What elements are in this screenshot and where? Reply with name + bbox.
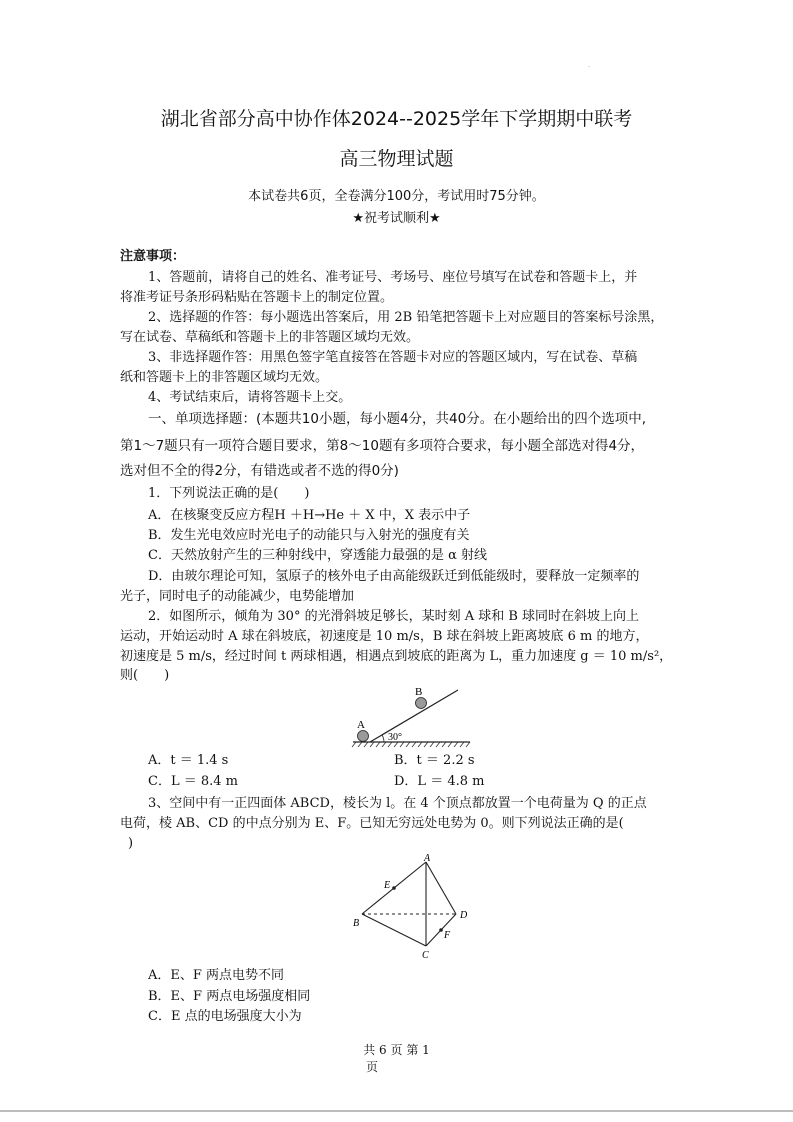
point-e-label: E xyxy=(384,880,391,891)
notes-line: 2、选择题的作答：每小题选出答案后，用 2B 铅笔把答题卡上对应题目的答案标号涂黑， xyxy=(148,310,664,325)
q2-option-d: D．L ＝ 4.8 m xyxy=(394,774,485,789)
notes-line: 将准考证号条形码粘贴在答题卡上的制定位置。 xyxy=(120,290,394,305)
notes-line: 1、答题前，请将自己的姓名、准考证号、考场号、座位号填写在试卷和答题卡上，并 xyxy=(148,270,638,285)
q1-option-a: A．在核聚变反应方程H ＋H→He ＋ X 中，X 表示中子 xyxy=(148,508,471,523)
q2-option-b: B．t ＝ 2.2 s xyxy=(394,753,475,768)
point-f-label: F xyxy=(444,930,451,941)
ball-a-label: A xyxy=(357,719,365,731)
exam-info: 本试卷共6页，全卷满分100分，考试用时75分钟。 xyxy=(248,189,545,204)
ball-b xyxy=(416,698,427,709)
angle-arc xyxy=(382,735,384,742)
q3-option-a: A．E、F 两点电势不同 xyxy=(148,968,285,983)
q2-stem: 则( ) xyxy=(120,668,170,683)
q1-stem: 1．下列说法正确的是( ) xyxy=(148,486,310,501)
point-e xyxy=(392,886,396,890)
section1-line: 一、单项选择题：(本题共10小题，每小题4分，共40分。在小题给出的四个选项中, xyxy=(148,411,647,427)
q1-option-b: B．发生光电效应时光电子的动能只与入射光的强度有关 xyxy=(148,528,470,543)
q2-stem: 初速度是 5 m/s，经过时间 t 两球相遇，相遇点到坡底的距离为 L，重力加速度 g ＝ 10 m/s²， xyxy=(120,649,673,664)
vertex-a-label: A xyxy=(424,853,431,864)
vertex-d-label: D xyxy=(460,910,468,921)
notes-line: 写在试卷、草稿纸和答题卡上的非答题区域均无效。 xyxy=(120,330,420,345)
q3-option-c: C．E 点的电场强度大小为 xyxy=(148,1009,302,1024)
edge-ad xyxy=(426,862,456,914)
notes-line: 纸和答题卡上的非答题区域均无效。 xyxy=(120,370,329,385)
footer-page-info: 共 6 页 第 1 xyxy=(363,1043,430,1057)
edge-bc xyxy=(362,914,426,946)
q1-option-d-cont: 光子，同时电子的动能减少，电势能增加 xyxy=(120,589,355,604)
q3-stem: ) xyxy=(128,836,134,851)
q3-stem: 3、空间中有一正四面体 ABCD，棱长为 l。在 4 个顶点都放置一个电荷量为 Q 的正点 xyxy=(148,796,647,811)
q2-option-c: C．L ＝ 8.4 m xyxy=(148,774,238,789)
incline-figure xyxy=(348,684,478,750)
ground-hatch xyxy=(352,742,470,747)
footer-page-suffix: 页 xyxy=(366,1060,379,1074)
q1-option-c: C．天然放射产生的三种射线中，穿透能力最强的是 α 射线 xyxy=(148,548,487,563)
tetrahedron-figure xyxy=(348,852,478,964)
q2-stem: 2．如图所示，倾角为 30° 的光滑斜坡足够长，某时刻 A 球和 B 球同时在斜坡上向上 xyxy=(148,609,640,624)
exam-title: 湖北省部分高中协作体2024--2025学年下学期期中联考 xyxy=(160,108,633,130)
notes-line: 4、考试结束后，请将答题卡上交。 xyxy=(148,390,352,405)
corner-mark: . xyxy=(588,62,590,69)
q2-option-a: A．t ＝ 1.4 s xyxy=(148,753,229,768)
q3-option-b: B．E、F 两点电场强度相同 xyxy=(148,989,311,1004)
vertex-c-label: C xyxy=(422,950,429,961)
section1-line: 第1～7题只有一项符合题目要求，第8～10题有多项符合要求，每小题全部选对得4分， xyxy=(120,438,645,454)
exam-wish: ★祝考试顺利★ xyxy=(352,211,441,226)
notes-line: 3、非选择题作答：用黑色签字笔直接答在答题卡对应的答题区域内，写在试卷、草稿 xyxy=(148,350,638,365)
exam-subtitle: 高三物理试题 xyxy=(339,148,454,170)
section1-line: 选对但不全的得2分，有错选或者不选的得0分) xyxy=(120,463,399,479)
notes-heading: 注意事项： xyxy=(120,249,186,264)
q3-stem: 电荷，棱 AB、CD 的中点分别为 E、F。已知无穷远处电势为 0。则下列说法正确的是( xyxy=(120,816,624,831)
incline-line xyxy=(370,690,458,742)
ball-b-label: B xyxy=(415,686,423,698)
page-bottom-rule xyxy=(0,1110,793,1112)
q1-option-d: D．由玻尔理论可知，氢原子的核外电子由高能级跃迁到低能级时，要释放一定频率的 xyxy=(148,569,640,584)
ball-a xyxy=(358,731,369,742)
angle-label: 30° xyxy=(388,732,402,743)
point-f xyxy=(439,928,443,932)
q2-stem: 运动，开始运动时 A 球在斜坡底，初速度是 10 m/s，B 球在斜坡上距离坡底 6 m 的地方， xyxy=(120,629,649,644)
vertex-b-label: B xyxy=(353,918,360,929)
